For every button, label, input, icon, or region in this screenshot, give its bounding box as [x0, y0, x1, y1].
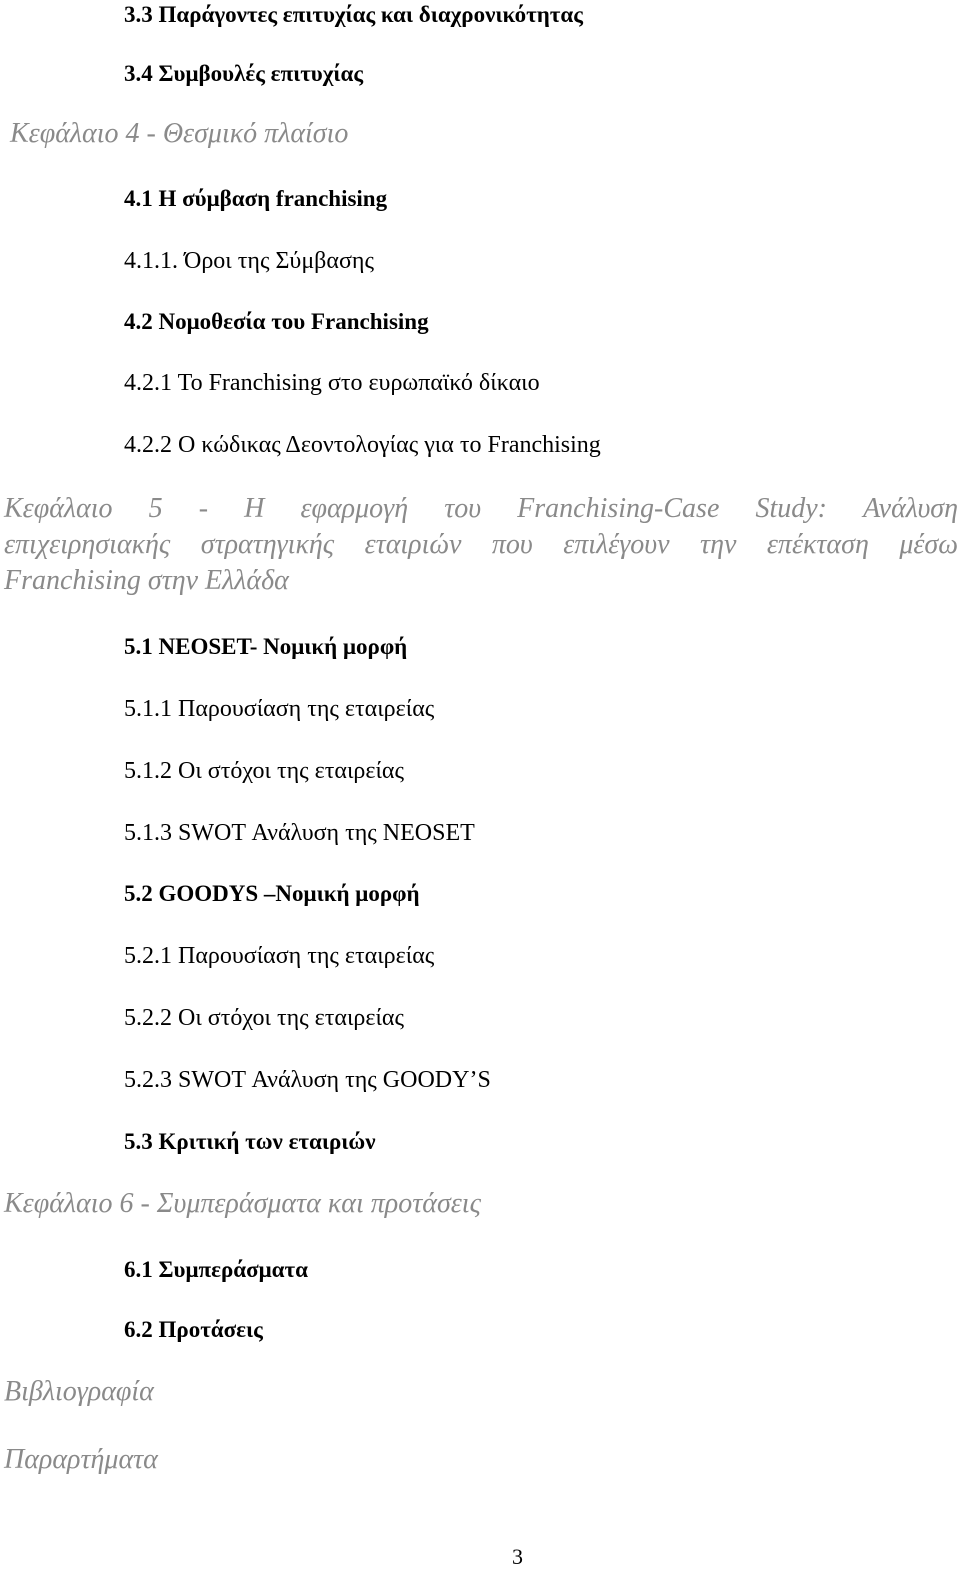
- chapter-5-line-3: Franchising στην Ελλάδα: [4, 565, 289, 596]
- toc-entry-3-3: 3.3 Παράγοντες επιτυχίας και διαχρονικότητας: [124, 2, 583, 27]
- toc-entry-4-2-1: 4.2.1 Το Franchising στο ευρωπαϊκό δίκαιο: [124, 370, 540, 396]
- toc-entry-5-1: 5.1 NEOSET- Νομική μορφή: [124, 634, 408, 659]
- toc-entry-6-2: 6.2 Προτάσεις: [124, 1317, 263, 1342]
- page-number: 3: [512, 1544, 523, 1569]
- appendices-heading: Παραρτήματα: [4, 1444, 158, 1475]
- chapter-4-heading: Κεφάλαιο 4 - Θεσμικό πλαίσιο: [10, 118, 349, 149]
- toc-entry-4-1: 4.1 Η σύμβαση franchising: [124, 186, 388, 211]
- toc-entry-5-2-1: 5.2.1 Παρουσίαση της εταιρείας: [124, 943, 435, 969]
- toc-entry-5-2-3: 5.2.3 SWOT Ανάλυση της GOODY’S: [124, 1067, 491, 1093]
- bibliography-heading: Βιβλιογραφία: [4, 1376, 154, 1407]
- toc-entry-6-1: 6.1 Συμπεράσματα: [124, 1257, 308, 1282]
- toc-entry-5-3: 5.3 Κριτική των εταιριών: [124, 1129, 376, 1154]
- chapter-5-line-2: επιχειρησιακής στρατηγικής εταιριών που επιλέγουν την επέκταση μέσω: [4, 529, 958, 560]
- chapter-5-line-1: Κεφάλαιο 5 - Η εφαρμογή του Franchising-Case Study: Ανάλυση: [4, 493, 958, 524]
- toc-entry-4-1-1: 4.1.1. Όροι της Σύμβασης: [124, 248, 374, 274]
- chapter-5-heading: [4, 491, 958, 599]
- toc-entry-5-2: 5.2 GOODYS –Νομική μορφή: [124, 881, 420, 906]
- toc-entry-4-2: 4.2 Νομοθεσία του Franchising: [124, 309, 429, 334]
- toc-entry-5-2-2: 5.2.2 Οι στόχοι της εταιρείας: [124, 1005, 404, 1031]
- toc-entry-3-4: 3.4 Συμβουλές επιτυχίας: [124, 61, 364, 86]
- toc-entry-4-2-2: 4.2.2 Ο κώδικας Δεοντολογίας για το Franchising: [124, 432, 601, 458]
- toc-entry-5-1-3: 5.1.3 SWOT Ανάλυση της NEOSET: [124, 820, 475, 846]
- toc-entry-5-1-1: 5.1.1 Παρουσίαση της εταιρείας: [124, 696, 435, 722]
- chapter-6-heading: Κεφάλαιο 6 - Συμπεράσματα και προτάσεις: [4, 1188, 481, 1219]
- toc-entry-5-1-2: 5.1.2 Οι στόχοι της εταιρείας: [124, 758, 404, 784]
